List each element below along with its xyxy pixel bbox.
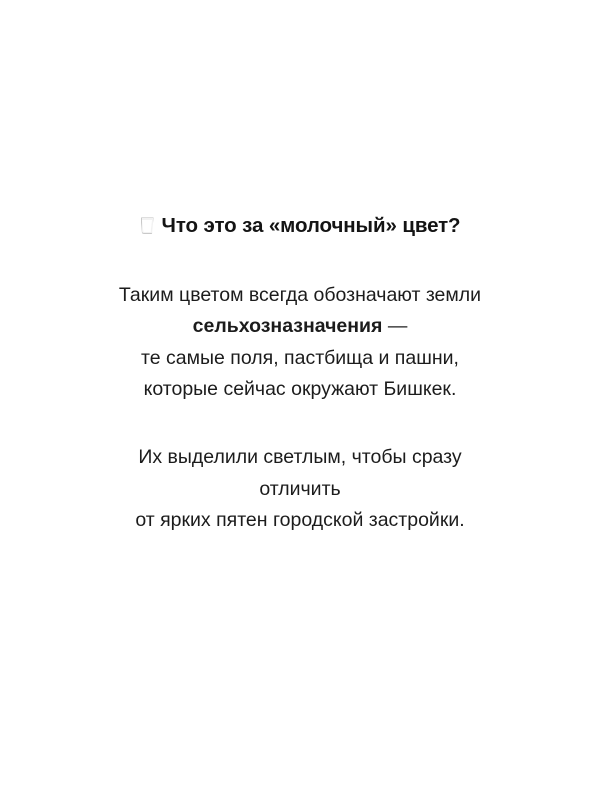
paragraph-2-line-3: от ярких пятен городской застройки.	[135, 509, 465, 532]
paragraph-1-line-2-bold: сельхозназначения	[192, 315, 383, 338]
post-paragraph-2	[135, 442, 464, 537]
paragraph-1-line-4: которые сейчас окружают Бишкек.	[143, 378, 457, 401]
paragraph-1-line-2	[119, 311, 481, 343]
paragraph-1-line-1: Таким цветом всегда обозначают земли	[118, 283, 482, 306]
paragraph-1-line-2-rest: —	[382, 315, 408, 338]
post-heading-text: Что это за «молочный» цвет?	[161, 214, 461, 237]
paragraph-2-line-1: Их выделили светлым, чтобы сразу	[138, 445, 462, 468]
milk-glass-icon	[140, 216, 155, 235]
paragraph-2-line-2: отличить	[259, 477, 341, 500]
paragraph-1-line-3: те самые поля, пастбища и пашни,	[141, 346, 459, 369]
post-heading	[140, 212, 461, 240]
post-paragraph-1	[119, 280, 481, 406]
